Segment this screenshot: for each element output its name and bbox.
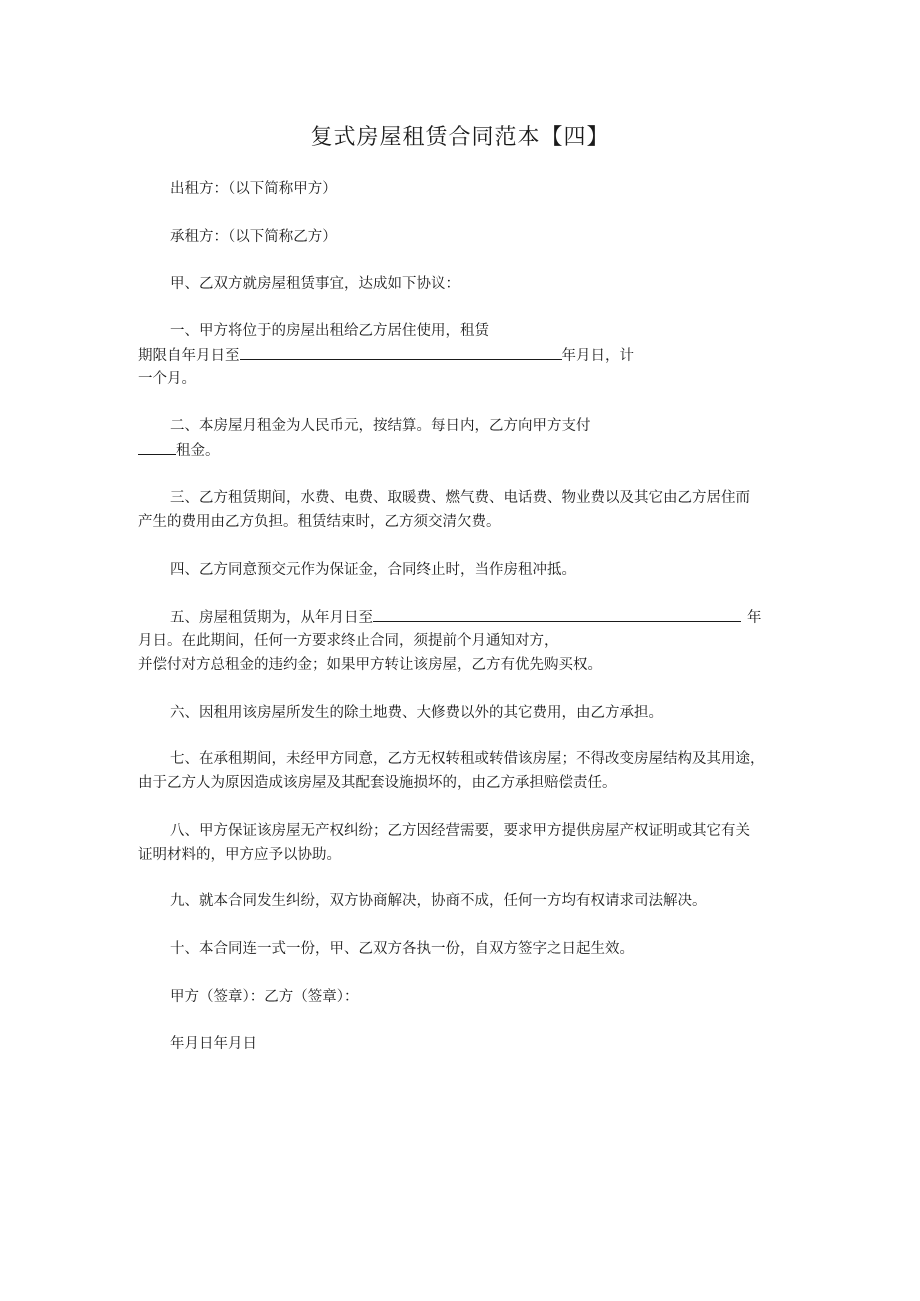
clause-9-line: 九、就本合同发生纠纷，双方协商解决，协商不成，任何一方均有权请求司法解决。: [170, 893, 707, 909]
clause-7-line-1: 七、在承租期间，未经甲方同意，乙方无权转租或转借该房屋；不得改变房屋结构及其用途，: [170, 751, 765, 767]
clause-5-line-1: [170, 607, 762, 628]
intro-line: 甲、乙双方就房屋租赁事宜，达成如下协议：: [170, 276, 460, 292]
signature-line: 甲方（签章）：乙方（签章）：: [170, 989, 359, 1005]
clause-6-line: 六、因租用该房屋所发生的除土地费、大修费以外的其它费用，由乙方承担。: [170, 705, 663, 721]
lessee-line: 承租方：（以下简称乙方）: [170, 229, 337, 245]
lessor-line: 出租方：（以下简称甲方）: [170, 181, 337, 197]
clause-1-term-end: 年月日，计: [561, 348, 634, 364]
clause-1-term-start: 期限自年月日至: [138, 348, 240, 364]
clause-1-line-2: [138, 345, 634, 366]
clause-5-term-start: 五、房屋租赁期为，从年月日至: [170, 610, 373, 626]
clause-4-line: 四、乙方同意预交元作为保证金，合同终止时，当作房租冲抵。: [170, 562, 576, 578]
clause-2-blank: [138, 440, 176, 455]
clause-8-line-2: 证明材料的，甲方应予以协助。: [138, 847, 341, 863]
clause-7-line-2: 由于乙方人为原因造成该房屋及其配套设施损坏的，由乙方承担赔偿责任。: [138, 775, 617, 791]
clause-2-rent: 租金。: [176, 443, 220, 459]
clause-3-line-2: 产生的费用由乙方负担。租赁结束时，乙方须交清欠费。: [138, 514, 501, 530]
clause-1-line-3: 一个月。: [138, 371, 196, 387]
clause-5-year: 年: [747, 610, 762, 626]
document-title: 复式房屋租赁合同范本【四】: [310, 125, 610, 150]
clause-3-line-1: 三、乙方租赁期间，水费、电费、取暖费、燃气费、电话费、物业费以及其它由乙方居住而: [170, 490, 750, 506]
clause-5-line-2: 月日。在此期间，任何一方要求终止合同，须提前个月通知对方，: [138, 633, 559, 649]
clause-10-line: 十、本合同连一式一份，甲、乙双方各执一份，自双方签字之日起生效。: [170, 941, 634, 957]
clause-5-line-3: 并偿付对方总租金的违约金；如果甲方转让该房屋，乙方有优先购买权。: [138, 657, 602, 673]
clause-2-line-1: 二、本房屋月租金为人民币元，按结算。每日内，乙方向甲方支付: [170, 418, 591, 434]
clause-8-line-1: 八、甲方保证该房屋无产权纠纷；乙方因经营需要，要求甲方提供房屋产权证明或其它有关: [170, 823, 750, 839]
clause-5-blank: [373, 607, 741, 622]
clause-2-line-2: [138, 440, 220, 461]
clause-1-line-1: 一、甲方将位于的房屋出租给乙方居住使用，租赁: [170, 323, 489, 339]
clause-1-blank: [240, 345, 562, 360]
date-line: 年月日年月日: [170, 1036, 257, 1052]
